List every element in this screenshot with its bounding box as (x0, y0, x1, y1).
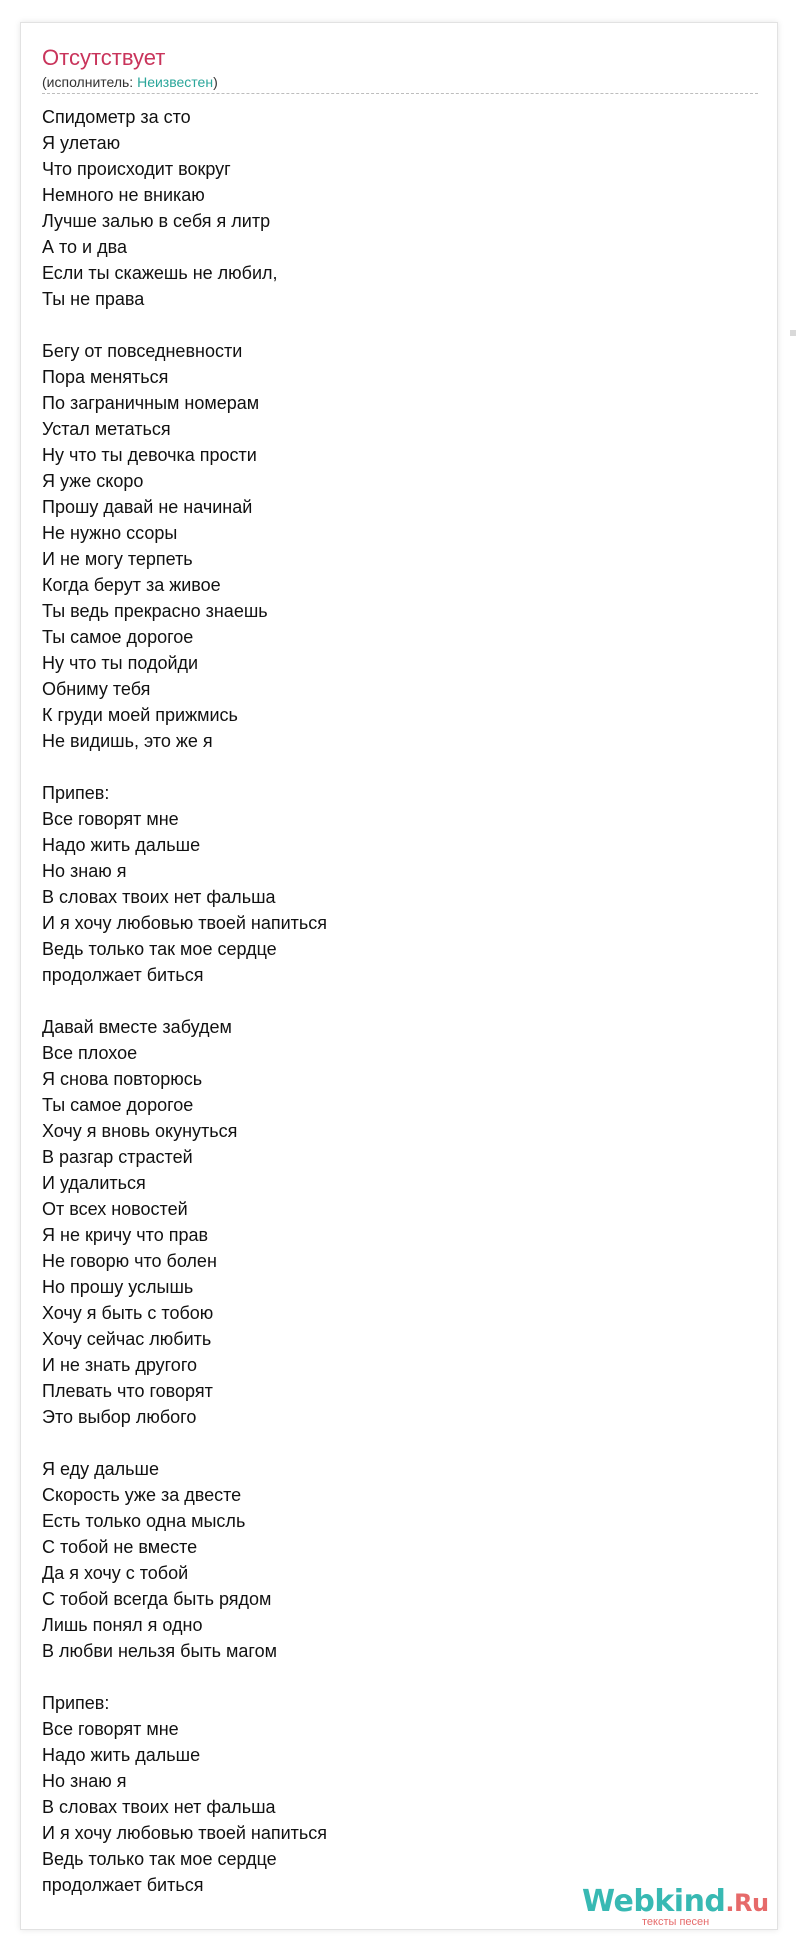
lyric-line: Скорость уже за двесте (42, 1485, 242, 1505)
lyric-line: Надо жить дальше (42, 835, 201, 855)
lyric-line: С тобой всегда быть рядом (42, 1589, 272, 1609)
lyric-line: В словах твоих нет фальша (42, 887, 276, 907)
song-title: Отсутствует (42, 45, 166, 70)
stanza-break (42, 754, 742, 780)
lyric-line: Но прошу услышь (42, 1277, 194, 1297)
lyric-line: Когда берут за живое (42, 575, 221, 595)
lyric-line: Все говорят мне (42, 809, 179, 829)
lyric-line: Ты не права (42, 289, 145, 309)
lyric-line: В разгар страстей (42, 1147, 193, 1167)
performer-link[interactable]: Неизвестен (137, 74, 214, 90)
lyric-line: Не видишь, это же я (42, 731, 213, 751)
stanza-break (42, 1430, 742, 1456)
lyric-line: Хочу сейчас любить (42, 1329, 212, 1349)
lyric-line: Немного не вникаю (42, 185, 205, 205)
lyrics-text (42, 104, 742, 1898)
logo-tagline: тексты песен (642, 1916, 710, 1928)
lyric-line: Я уже скоро (42, 471, 144, 491)
lyric-line: Пора меняться (42, 367, 169, 387)
lyric-line: Надо жить дальше (42, 1745, 201, 1765)
lyric-line: Но знаю я (42, 861, 127, 881)
lyric-line: Ты самое дорогое (42, 1095, 194, 1115)
lyric-line: продолжает биться (42, 1875, 204, 1895)
scroll-marker (790, 330, 796, 336)
lyric-line: Ты самое дорогое (42, 627, 194, 647)
lyric-line: И не могу терпеть (42, 549, 193, 569)
lyric-line: Устал метаться (42, 419, 171, 439)
lyric-line: Спидометр за сто (42, 107, 191, 127)
lyric-line: От всех новостей (42, 1199, 188, 1219)
lyric-line: Хочу я быть с тобою (42, 1303, 214, 1323)
lyric-line: И я хочу любовью твоей напиться (42, 1823, 328, 1843)
stanza-break (42, 988, 742, 1014)
lyric-line: Все плохое (42, 1043, 138, 1063)
lyric-line: Что происходит вокруг (42, 159, 231, 179)
site-logo[interactable] (582, 1884, 772, 1928)
lyric-line: В словах твоих нет фальша (42, 1797, 276, 1817)
lyric-line: В любви нельзя быть магом (42, 1641, 277, 1661)
lyric-line: Плевать что говорят (42, 1381, 213, 1401)
lyric-line: Есть только одна мысль (42, 1511, 246, 1531)
logo-name: Webkind (582, 1884, 726, 1919)
lyric-line: Лучше залью в себя я литр (42, 211, 271, 231)
lyric-line: По заграничным номерам (42, 393, 260, 413)
lyric-line: А то и два (42, 237, 127, 257)
stanza-break (42, 312, 742, 338)
lyric-line: Прошу давай не начинай (42, 497, 253, 517)
lyric-line: Я еду дальше (42, 1459, 159, 1479)
lyric-line: продолжает биться (42, 965, 204, 985)
stanza-break (42, 1664, 742, 1690)
lyric-line: Давай вместе забудем (42, 1017, 232, 1037)
lyric-line: Я снова повторюсь (42, 1069, 203, 1089)
lyric-line: Обниму тебя (42, 679, 151, 699)
lyric-line: Я улетаю (42, 133, 121, 153)
lyric-line: Если ты скажешь не любил, (42, 263, 278, 283)
lyric-line: Все говорят мне (42, 1719, 179, 1739)
lyric-line: И удалиться (42, 1173, 146, 1193)
lyric-line: Ну что ты девочка прости (42, 445, 257, 465)
performer-prefix: (исполнитель: (42, 74, 138, 90)
lyric-line: Лишь понял я одно (42, 1615, 203, 1635)
lyric-line: Ведь только так мое сердце (42, 1849, 277, 1869)
lyric-line: Ведь только так мое сердце (42, 939, 277, 959)
lyric-line: Ну что ты подойди (42, 653, 199, 673)
performer-suffix: ) (213, 74, 218, 90)
lyric-line: Ты ведь прекрасно знаешь (42, 601, 268, 621)
lyric-line: С тобой не вместе (42, 1537, 198, 1557)
lyric-line: Бегу от повседневности (42, 341, 243, 361)
lyric-line: Хочу я вновь окунуться (42, 1121, 238, 1141)
logo-tld: .Ru (725, 1889, 769, 1917)
lyric-line: Не нужно ссоры (42, 523, 178, 543)
lyric-line: Это выбор любого (42, 1407, 197, 1427)
lyric-line: Я не кричу что прав (42, 1225, 209, 1245)
lyric-line: К груди моей прижмись (42, 705, 238, 725)
lyric-line: Припев: (42, 783, 110, 803)
lyric-line: И не знать другого (42, 1355, 197, 1375)
dashed-divider (42, 93, 758, 94)
lyric-line: И я хочу любовью твоей напиться (42, 913, 328, 933)
lyric-line: Да я хочу с тобой (42, 1563, 189, 1583)
lyric-line: Но знаю я (42, 1771, 127, 1791)
lyric-line: Припев: (42, 1693, 110, 1713)
lyric-line: Не говорю что болен (42, 1251, 217, 1271)
performer-line (42, 73, 218, 91)
